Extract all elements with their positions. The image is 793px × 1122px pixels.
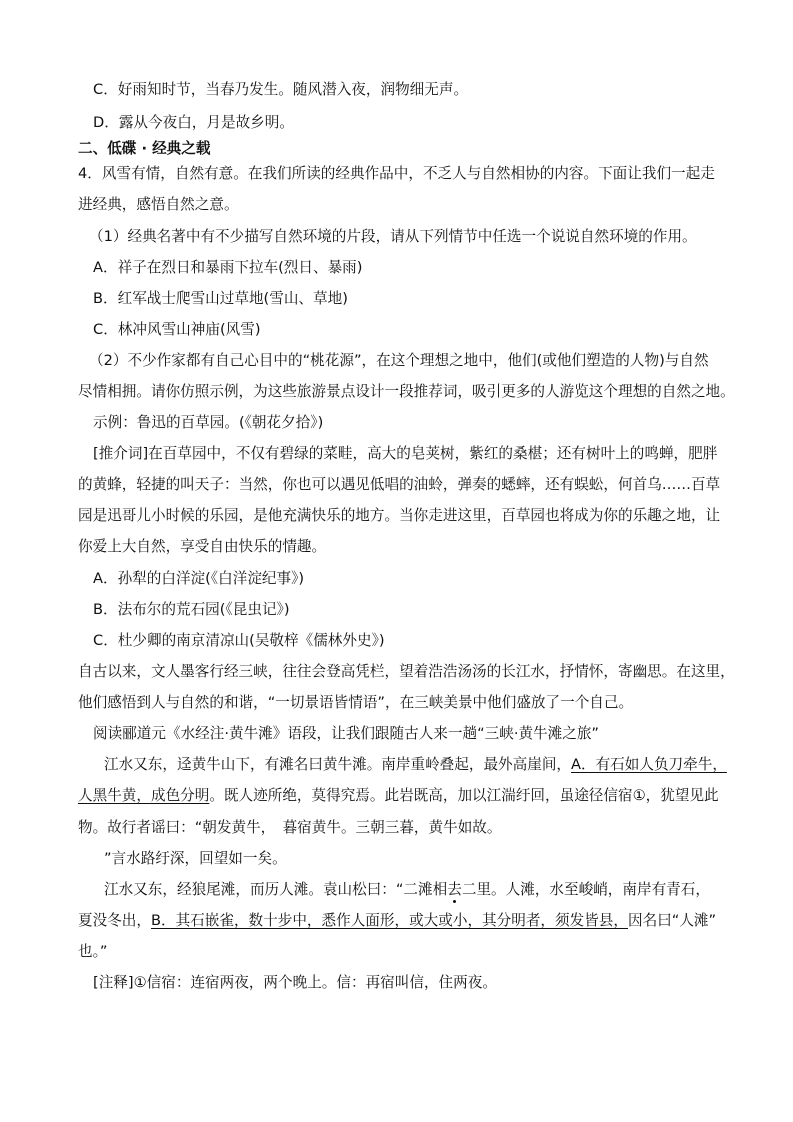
subquestion-1-option-b: B．红军战士爬雪山过草地(雪山、草地) [93,290,348,307]
recommendation-line2: 的黄蜂，轻捷的叫天子：当然，你也可以遇见低唱的油蛉，弹奏的蟋蟀，还有蜈蚣，何首乌……百草 [78,476,721,493]
subquestion-2-line1: （2）不少作家都有自己心目中的“桃花源”，在这个理想之地中，他们(或他们塑造的人物)与自然 [89,352,709,369]
underlined-sentence-a-part2: 人黑牛黄，成色分明 [78,787,210,804]
subquestion-1-option-c: C．林冲风雪山神庙(风雪) [93,321,261,338]
question-4-line1: 4．风雪有情，自然有意。在我们所读的经典作品中，不乏人与自然相协的内容。下面让我们一起走 [78,165,715,182]
passage-p2-line1 [104,880,710,900]
passage-p2-line2 [78,911,716,931]
passage-p1-line3: 物。故行者谣曰：“朝发黄牛， 暮宿黄牛。三朝三暮，黄牛如故。 [78,819,502,836]
underlined-sentence-b: B．其石嵌雀，数十步中，悉作人面形，或大或小，其分明者，须发皆县， [150,912,628,929]
passage-p2-line3: 也。” [78,943,108,960]
section-heading: 二、低碟 · 经典之载 [78,140,211,157]
recommendation-line4: 你爱上大自然，享受自由快乐的情趣。 [78,538,327,555]
subquestion-2-option-a: A．孙犁的白洋淀(《白洋淀纪事》) [93,570,305,587]
recommendation-line1: [推介词]在百草园中，不仅有碧绿的菜畦，高大的皂荚树，紫红的桑椹；还有树叶上的鸣蝉，肥胖 [93,445,718,462]
intro-line2: 他们感悟到人与自然的和谐，“一切景语皆情语”，在三峡美景中他们盛放了一个自己。 [78,694,634,711]
passage-text: 。既人迹所绝，莫得究焉。此岩既高，加以江湍纡回，虽途径信宿①，犹望见此 [209,787,719,804]
annotation-note: [注释]①信宿：连宿两夜，两个晚上。信：再宿叫信，住两夜。 [93,974,497,991]
example-line: 示例：鲁迅的百草园。(《朝花夕拾》) [93,414,324,431]
subquestion-1-option-a: A．祥子在烈日和暴雨下拉车(烈日、暴雨) [93,259,363,276]
emphasized-character: 去 [447,881,462,898]
passage-p1-line1 [104,755,727,775]
recommendation-line3: 园是迅哥儿小时候的乐园，是他充满快乐的地方。当你走进这里，百草园也将成为你的乐趣之地，让 [78,507,721,524]
subquestion-1: （1）经典名著中有不少描写自然环境的片段，请从下列情节中任选一个说说自然环境的作用。 [89,228,697,245]
subquestion-2-option-b: B．法布尔的荒石园(《昆虫记》) [93,601,290,618]
passage-text: 二里。人滩，水至峻峭，南岸有青石， [461,881,710,898]
question-4-line2: 进经典，感悟自然之意。 [78,196,239,213]
passage-p1-line2 [78,786,719,806]
passage-text: 因名曰“人滩” [628,912,717,929]
subquestion-2-line2: 尽情相拥。请你仿照示例，为这些旅游景点设计一段推荐词，吸引更多的人游览这个理想的自然之地。 [78,383,735,400]
reading-instruction: 阅读郦道元《水经注·黄牛滩》语段，让我们跟随古人来一趟“三峡·黄牛滩之旅” [93,725,599,742]
underlined-sentence-a-part1: A．有石如人负刀牵牛， [571,756,727,773]
passage-p1-line4: ”言水路纡深，回望如一矣。 [104,850,287,867]
passage-text: 江水又东，经狼尾滩，而历人滩。袁山松曰：“二滩相 [104,881,448,898]
passage-text: 江水又东，迳黄牛山下，有滩名曰黄牛滩。南岸重岭叠起，最外高崖间， [104,756,572,773]
option-c-line: C．好雨知时节，当春乃发生。随风潜入夜，润物细无声。 [93,81,469,98]
subquestion-2-option-c: C．杜少卿的南京清凉山(吴敬梓《儒林外史》) [93,632,385,649]
intro-line1: 自古以来，文人墨客行经三峡，往往会登高凭栏，望着浩浩汤汤的长江水，抒情怀，寄幽思。在这里， [78,663,735,680]
passage-text: 夏没冬出， [78,912,151,929]
option-d-line: D．露从今夜白，月是故乡明。 [93,114,294,131]
